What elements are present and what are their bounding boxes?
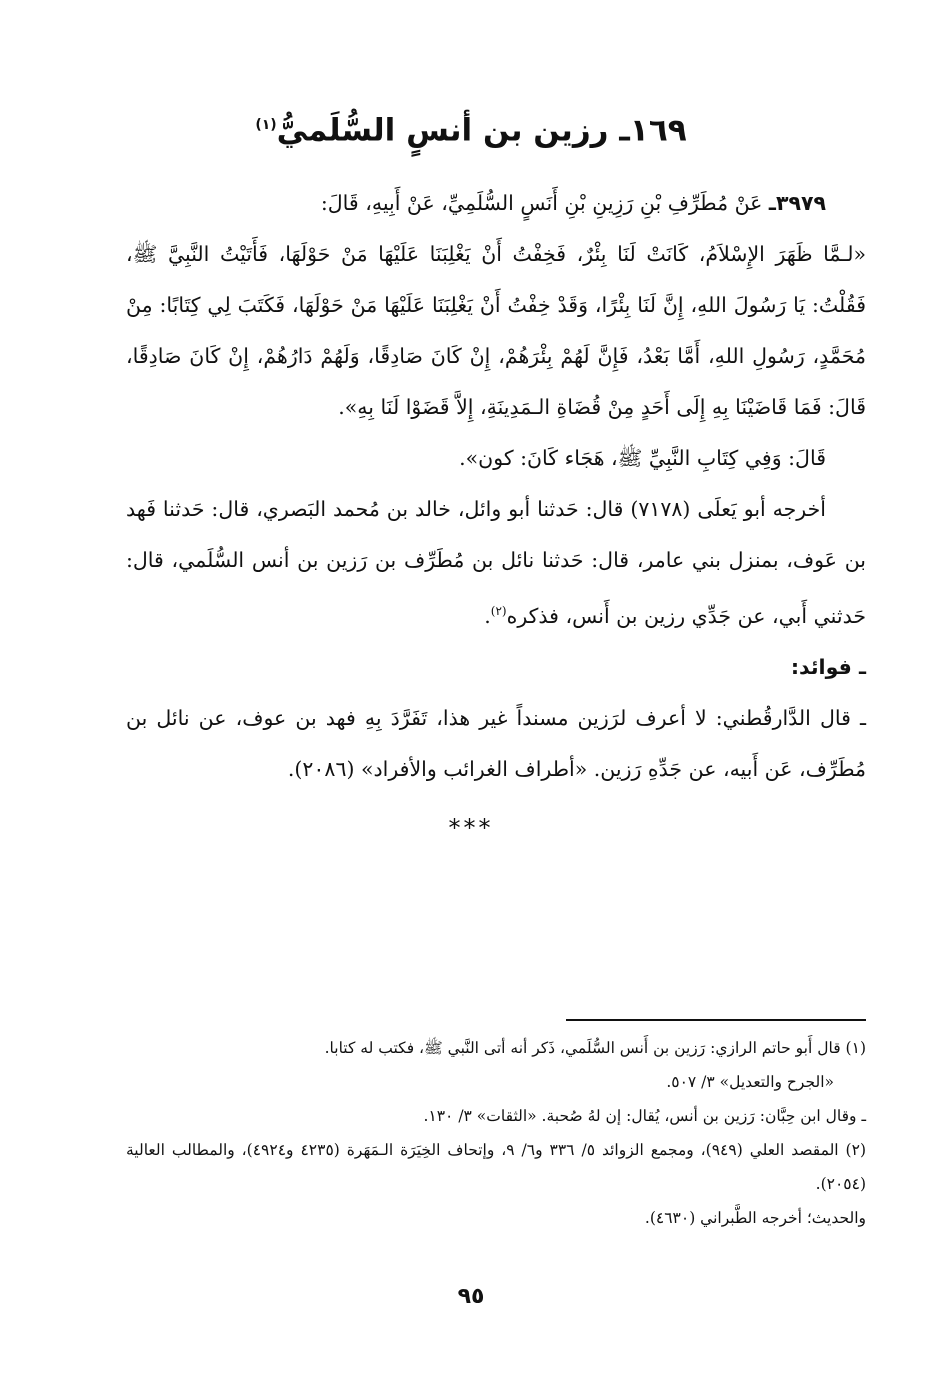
- chapter-title: [0, 100, 942, 155]
- hadith-isnad: [126, 178, 866, 229]
- footnote-2-line-2: والحديث؛ أخرجه الطَّبراني (٤٦٣٠).: [644, 1209, 866, 1227]
- footnote-1-line-2: «الجرح والتعديل» ٣/ ٥٠٧.: [666, 1073, 834, 1091]
- hadith-isnad-text: عَنْ مُطَرِّفِ بْنِ رَزِينِ بْنِ أَنَسٍ السُّلَمِيِّ، عَنْ أَبِيهِ، قَالَ:: [320, 191, 769, 215]
- fawaid-heading: ـ فوائد:: [790, 654, 866, 679]
- main-text: [126, 178, 866, 795]
- hadith-matn: «لـمَّا ظَهَرَ الإِسْلاَمُ، كَانَتْ لَنَا بِئْرٌ، فَخِفْتُ أَنْ يَغْلِبَنَا عَلَيْهَا مَنْ حَوْلَهَا، فَأَتَيْتُ النَّبِيَّ ﷺ، فَقُلْتُ: يَا رَسُولَ اللهِ، إِنَّ لَنَا بِئْرًا، وَقَدْ خِفْتُ أَنْ يَغْلِبَنَا عَلَيْهَا مَنْ حَوْلَهَا، فَكَتَبَ لِي كِتَابًا: مِنْ مُحَمَّدٍ، رَسُولِ اللهِ، أَمَّا بَعْدُ، فَإِنَّ لَهُمْ بِئْرَهُمْ، إِنْ كَانَ صَادِقًا، وَلَهُمْ دَارُهُمْ، إِنْ كَانَ صَادِقًا، قَالَ: فَمَا قَاضَيْنَا بِهِ إِلَى أَحَدٍ مِنْ قُضَاةِ الـمَدِينَةِ، إِلاَّ قَضَوْا لَنَا بِهِ».: [126, 242, 866, 419]
- takhrij-text: أخرجه أبو يَعلَى (٧١٧٨) قال: حَدثنا أبو وائل، خالد بن مُحمد البَصري، قال: حَدثنا فَهد بن عَوف، بمنزل بني عامر، قال: حَدثنا نائل بن مُطَرِّف بن رَزين بن أنس السُّلَمي، قال: حَدثني أَبي، عن جَدِّي رزين بن أَنس، فذكره: [126, 497, 866, 628]
- footnote-divider: [566, 1019, 866, 1021]
- page-number: ٩٥: [457, 1284, 485, 1309]
- takhrij-paragraph: [126, 484, 866, 642]
- chapter-title-text: ١٦٩ـ رزين بن أنسٍ السُّلَميُّ: [276, 112, 687, 149]
- footnotes: [126, 1031, 866, 1235]
- section-separator: ***: [448, 814, 494, 842]
- hadith-addendum: قَالَ: وَفِي كِتَابِ النَّبِيِّ ﷺ، هَجَاء كَانَ: كون».: [459, 446, 826, 470]
- footnote-1-line-1: (١) قال أَبو حاتم الرازي: رَزين بن أَنس السُّلَمي، ذَكر أنه أتى النَّبي ﷺ، فكتب له كتابا.: [324, 1039, 866, 1057]
- footnote-ref-1: (١): [255, 117, 277, 133]
- fawaid-text: ـ قال الدَّارقُطني: لا أعرف لرَزين مسنداً غير هذا، تَفَرَّدَ بِهِ فهد بن عوف، عن نائل بن مُطَرِّف، عَن أَبيه، عن جَدِّهِ رَزين. «أطراف الغرائب والأفراد» (٢٠٨٦).: [126, 705, 866, 781]
- hadith-number: ٣٩٧٩ـ: [768, 191, 826, 215]
- footnote-2-line-1: (٢) المقصد العلي (٩٤٩)، ومجمع الزوائد ٥/ ٣٣٦ و٦/ ٩، وإتحاف الخِيَرَة الـمَهَرة (٤٢٣٥ و٤٩٢٤)، والمطالب العالية (٢٠٥٤).: [126, 1141, 866, 1193]
- footnote-ref-2: (٢): [490, 604, 507, 618]
- footnote-1-line-3: ـ وقال ابن حِبَّان: رَزين بن أنس، يُقال: إن لهُ صُحبة. «الثقات» ٣/ ١٣٠.: [423, 1107, 866, 1125]
- takhrij-end: .: [484, 603, 491, 628]
